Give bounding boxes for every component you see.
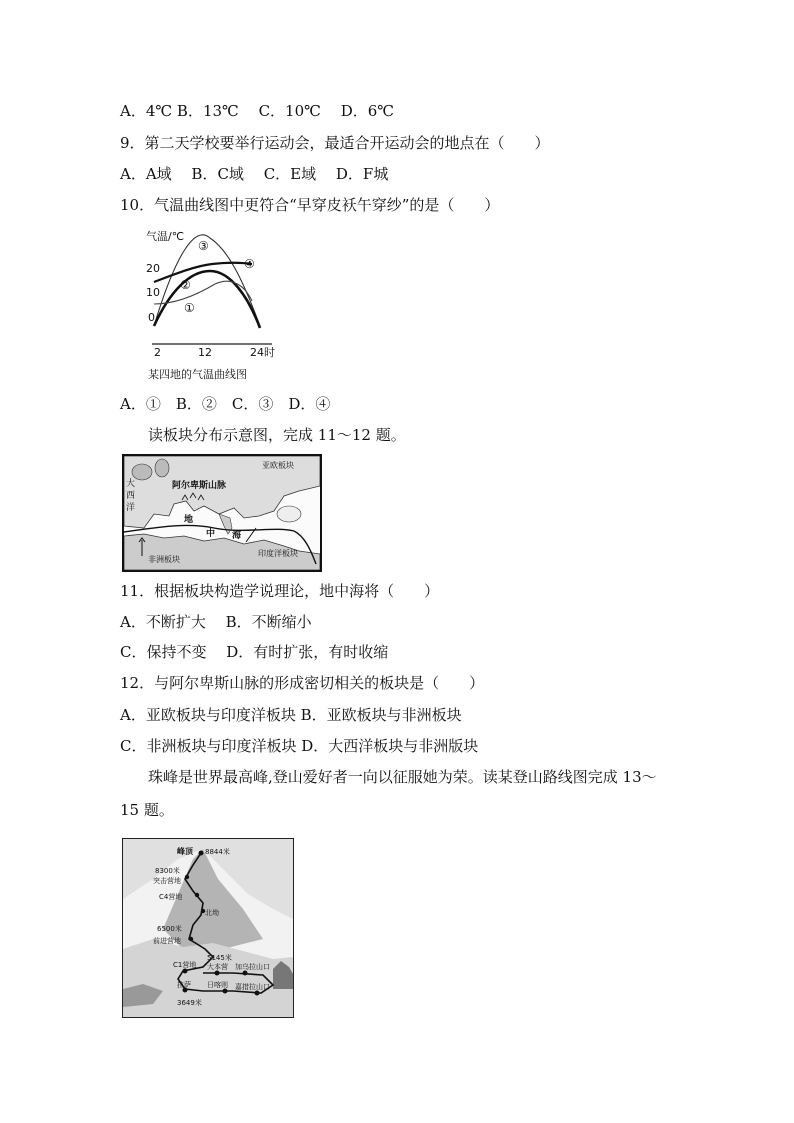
label-atlantic-3: 洋 (126, 503, 136, 513)
label-advance-camp: 前进营地 (153, 937, 181, 945)
label-summit-alt: 8844米 (205, 848, 230, 856)
q12-stem: 12．与阿尔卑斯山脉的形成密切相关的板块是（ ） (120, 674, 485, 692)
label-lhasa: 拉萨 (177, 981, 191, 989)
temp-chart-caption: 某四地的气温曲线图 (148, 368, 247, 381)
label-8300: 8300米 (155, 867, 180, 875)
label-med-1: 地 (184, 515, 194, 525)
label-alps: 阿尔卑斯山脉 (172, 481, 227, 491)
y-tick-0: 0 (148, 311, 155, 324)
label-med-3: 海 (232, 531, 242, 541)
intro-11-12: 读板块分布示意图，完成 11～12 题。 (148, 426, 406, 444)
label-jiawula-pass: 加乌拉山口 (235, 963, 270, 971)
q9-options: A．A域 B．C域 C．E域 D．F城 (120, 165, 389, 183)
q10-stem: 10．气温曲线图中更符合“早穿皮袄午穿纱”的是（ ） (120, 196, 500, 214)
label-north-col: 北坳 (205, 909, 219, 917)
x-tick-2: 2 (154, 346, 161, 359)
temp-y-label: 气温/℃ (146, 230, 185, 243)
label-africa-plate: 非洲板块 (148, 555, 180, 564)
label-atlantic-2: 西 (126, 491, 136, 501)
x-tick-12: 12 (198, 346, 212, 359)
label-med-2: 中 (206, 529, 216, 539)
label-5145: 5145米 (207, 954, 232, 962)
q11-options-ab: A．不断扩大 B．不断缩小 (120, 613, 312, 631)
label-c4-camp: C4营地 (159, 893, 183, 901)
curve-label-2: ② (180, 278, 191, 292)
intro-13-15-line2: 15 题。 (120, 801, 174, 819)
x-tick-24: 24时 (250, 346, 275, 359)
curve-label-4: ④ (244, 257, 255, 271)
temperature-curve-figure (140, 226, 280, 384)
q11-options-cd: C．保持不变 D．有时扩张，有时收缩 (120, 643, 389, 661)
label-shigatse: 日喀则 (207, 981, 228, 989)
intro-13-15-line1: 珠峰是世界最高峰,登山爱好者一向以征服她为荣。读某登山路线图完成 13～ (148, 768, 657, 786)
label-c1-camp: C1营地 (173, 961, 197, 969)
label-jiacuo-pass: 嘉措拉山口 (235, 983, 270, 991)
q8-options: A．4℃ B．13℃ C．10℃ D．6℃ (120, 102, 395, 120)
q9-stem: 9．第二天学校要举行运动会，最适合开运动会的地点在（ ） (120, 134, 550, 152)
curve-label-3: ③ (198, 239, 209, 253)
label-lhasa-alt: 3649米 (177, 999, 202, 1007)
y-tick-20: 20 (146, 262, 160, 275)
curve-label-1: ① (184, 301, 195, 315)
plate-distribution-map (122, 454, 322, 572)
everest-route-map (122, 838, 294, 1018)
q10-options: A．① B．② C．③ D．④ (120, 395, 331, 413)
y-tick-10: 10 (146, 286, 160, 299)
label-6500: 6500米 (157, 925, 182, 933)
label-base-camp: 大本营 (207, 963, 228, 971)
label-summit: 峰顶 (177, 847, 193, 856)
q12-options-cd: C．非洲板块与印度洋板块 D．大西洋板块与非洲版块 (120, 737, 479, 755)
label-assault-camp: 突击营地 (153, 877, 181, 885)
q12-options-ab: A．亚欧板块与印度洋板块 B．亚欧板块与非洲板块 (120, 706, 462, 724)
label-indian-plate: 印度洋板块 (258, 549, 298, 558)
q11-stem: 11．根据板块构造学说理论，地中海将（ ） (120, 582, 440, 600)
label-atlantic-1: 大 (126, 479, 136, 489)
label-eurasia-plate: 亚欧板块 (262, 461, 294, 470)
